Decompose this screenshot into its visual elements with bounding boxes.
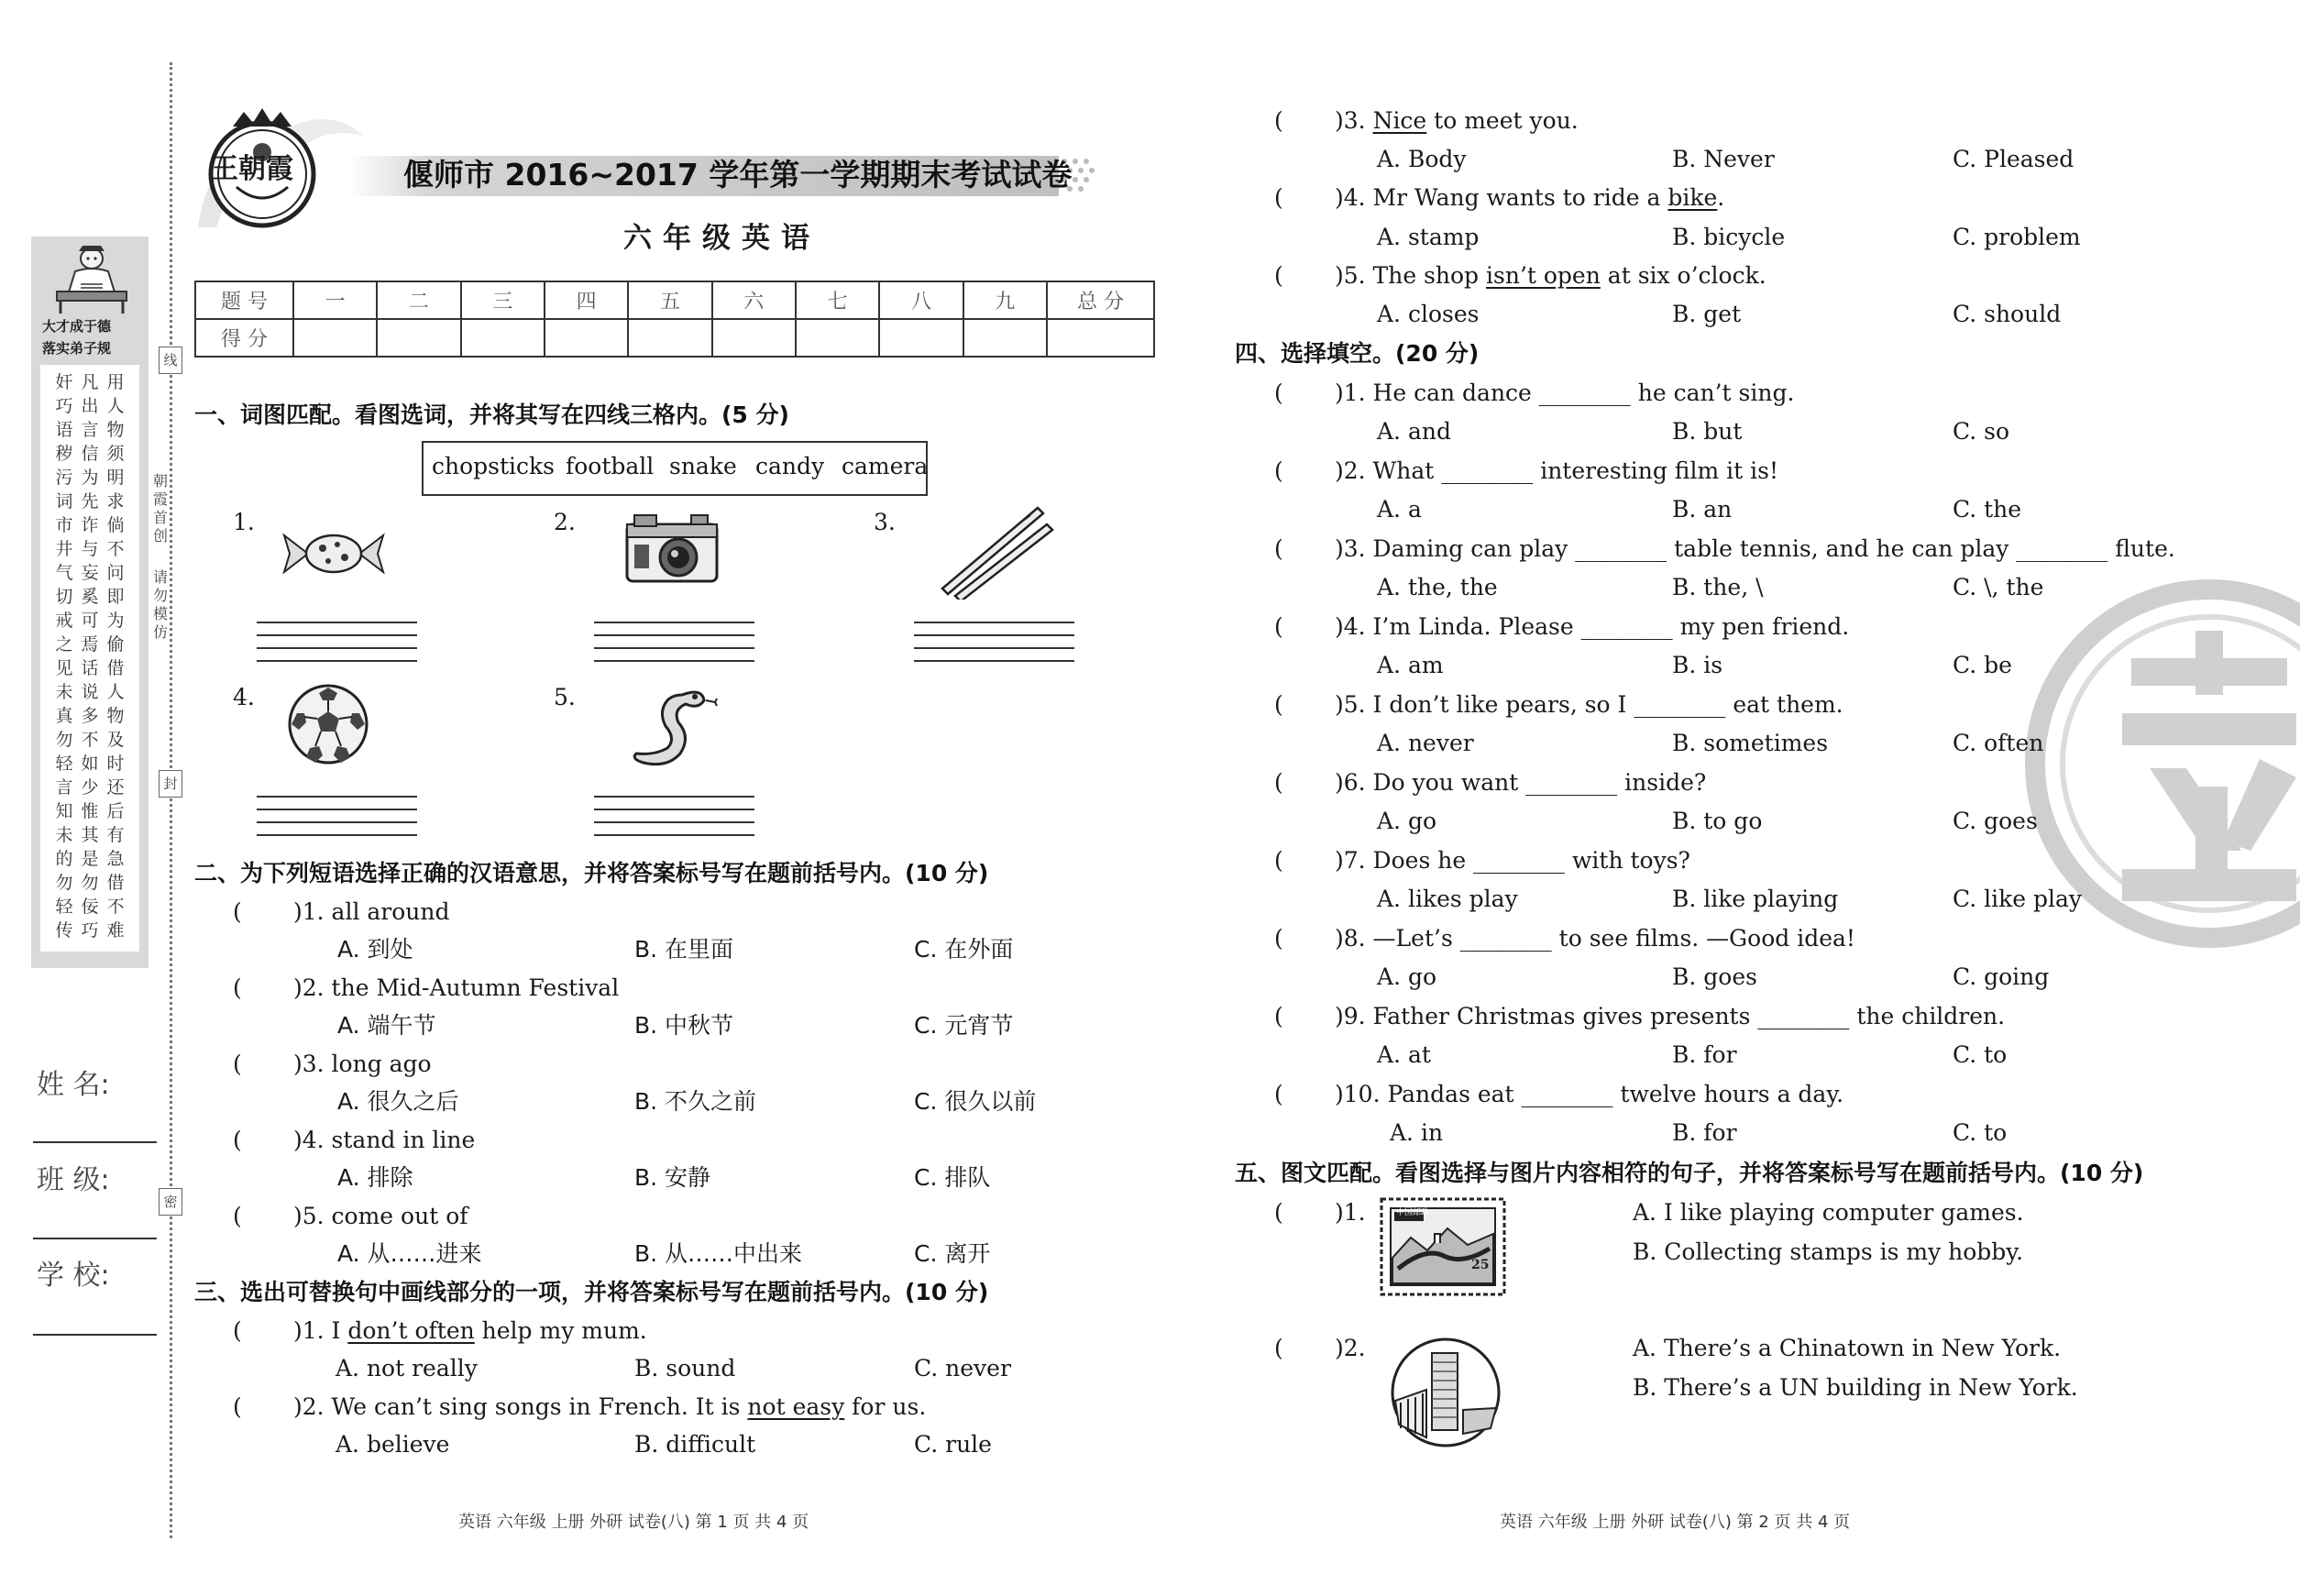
section1-heading: 一、词图匹配。看图选词，并将其写在四线三格内。(5 分)	[194, 402, 789, 428]
s2-q5-option-b: B. 从……中出来	[634, 1240, 803, 1267]
s3-q1-post: help my mum.	[474, 1317, 647, 1344]
score-input-6[interactable]	[712, 319, 796, 357]
class-line[interactable]	[33, 1238, 157, 1239]
score-input-2[interactable]	[377, 319, 460, 357]
s3-paren-4: (	[1274, 184, 1283, 211]
s4-q2-option-a: A. a	[1377, 496, 1422, 523]
write-lines-2[interactable]	[594, 622, 754, 662]
section3-heading: 三、选出可替换句中画线部分的一项，并将答案标号写在题前括号内。(10 分)	[194, 1279, 989, 1305]
s4-paren-9: (	[1274, 1003, 1283, 1029]
picture-number-5: 5.	[554, 684, 576, 710]
s2-q3-option-b: B. 不久之前	[634, 1088, 757, 1115]
s4-q2-option-b: B. an	[1672, 496, 1733, 523]
s4-paren-4: (	[1274, 613, 1283, 640]
s4-q1-option-b: B. but	[1672, 418, 1743, 445]
name-line[interactable]	[33, 1141, 157, 1143]
s4-q10-option-b: B. for	[1672, 1119, 1737, 1146]
s2-question-5: )5. come out of	[293, 1203, 468, 1229]
candy-icon	[281, 528, 387, 579]
picture-number-2: 2.	[554, 509, 576, 535]
score-input-3[interactable]	[461, 319, 545, 357]
s3-q2-pre: )2. We can’t sing songs in French. It is	[293, 1393, 748, 1420]
s4-q8-option-a: A. go	[1377, 963, 1437, 990]
s4-paren-2: (	[1274, 457, 1283, 484]
s3-q1-option-b: B. sound	[634, 1355, 736, 1381]
footer-right: 英语 六年级 上册 外研 试卷(八) 第 2 页 共 4 页	[1500, 1513, 1851, 1532]
s2-question-3: )3. long ago	[293, 1051, 432, 1077]
s3-q4-post: .	[1717, 184, 1725, 211]
word-snake: snake	[669, 453, 737, 479]
s4-paren-6: (	[1274, 769, 1283, 796]
s4-q7-option-c: C. like play	[1953, 886, 2083, 912]
picture-number-4: 4.	[233, 684, 255, 710]
s4-q6-option-b: B. to go	[1672, 808, 1763, 834]
s3-q3-pre: )3.	[1335, 107, 1373, 134]
score-cell-1: 一	[293, 281, 377, 319]
s3-paren-2: (	[233, 1393, 242, 1420]
score-input-total[interactable]	[1047, 319, 1154, 357]
s4-q1-option-a: A. and	[1377, 418, 1451, 445]
score-input-1[interactable]	[293, 319, 377, 357]
name-label: 姓 名:	[37, 1069, 110, 1101]
motto-bottom: 落实弟子规	[42, 340, 112, 357]
score-cell-8: 八	[879, 281, 963, 319]
s5-question-2-number: )2.	[1335, 1335, 1366, 1361]
s3-paren-3: (	[1274, 107, 1283, 134]
s4-q3-option-c: C. \, the	[1953, 574, 2044, 600]
score-table	[194, 281, 1155, 358]
s2-question-1: )1. all around	[293, 898, 450, 925]
write-lines-4[interactable]	[257, 796, 417, 836]
exam-title: 偃师市 2016~2017 学年第一学期期末考试试卷	[403, 157, 1073, 193]
s3-q5-post: at six o’clock.	[1600, 262, 1766, 289]
s4-question-8: )8. —Let’s ________ to see films. —Good idea!	[1335, 925, 1855, 952]
s3-paren-1: (	[233, 1317, 242, 1344]
s4-question-5: )5. I don’t like pears, so I ________ eat them.	[1335, 691, 1843, 718]
s3-q5-option-b: B. get	[1672, 301, 1742, 327]
binding-text-2: 请勿模仿	[152, 568, 168, 641]
binding-mark-secret: 密	[159, 1188, 182, 1216]
s4-question-6: )6. Do you want ________ inside?	[1335, 769, 1707, 796]
class-label: 班 级:	[37, 1164, 110, 1196]
score-cell-9: 九	[963, 281, 1047, 319]
s3-question-5	[1335, 262, 1766, 290]
football-icon	[286, 682, 370, 766]
s3-q1-option-a: A. not really	[336, 1355, 478, 1381]
score-input-9[interactable]	[963, 319, 1047, 357]
s4-q10-option-c: C. to	[1953, 1119, 2008, 1146]
picture-number-1: 1.	[233, 509, 255, 535]
s4-paren-7: (	[1274, 847, 1283, 874]
s4-q4-option-b: B. is	[1672, 652, 1723, 678]
s5-q2-option-b: B. There’s a UN building in New York.	[1633, 1374, 2078, 1401]
score-input-8[interactable]	[879, 319, 963, 357]
s2-question-4: )4. stand in line	[293, 1127, 476, 1153]
s3-q1-pre: )1. I	[293, 1317, 348, 1344]
score-cell-4: 四	[545, 281, 628, 319]
s4-q4-option-a: A. am	[1377, 652, 1444, 678]
score-cell-5: 五	[628, 281, 711, 319]
motto-column-1: 奸巧语秽污词市井气切戒之见未真勿轻言知未的勿轻传	[55, 372, 73, 941]
s5-question-1-number: )1.	[1335, 1199, 1366, 1226]
s5-q1-option-b: B. Collecting stamps is my hobby.	[1633, 1238, 2024, 1265]
section4-heading: 四、选择填空。(20 分)	[1235, 340, 1480, 367]
write-lines-5[interactable]	[594, 796, 754, 836]
s4-q7-option-a: A. likes play	[1377, 886, 1518, 912]
s3-q3-option-c: C. Pleased	[1953, 146, 2074, 172]
s2-paren-2: (	[233, 974, 242, 1001]
s4-q9-option-b: B. for	[1672, 1041, 1737, 1068]
s4-q9-option-c: C. to	[1953, 1041, 2008, 1068]
s4-q4-option-c: C. be	[1953, 652, 2012, 678]
s3-q2-option-a: A. believe	[336, 1431, 450, 1458]
score-row-label: 得 分	[195, 319, 293, 357]
s4-q2-option-c: C. the	[1953, 496, 2022, 523]
s4-question-7: )7. Does he ________ with toys?	[1335, 847, 1690, 874]
word-candy: candy	[755, 453, 825, 479]
score-cell-2: 二	[377, 281, 460, 319]
s2-paren-3: (	[233, 1051, 242, 1077]
s3-q2-option-c: C. rule	[914, 1431, 992, 1458]
s5-q2-option-a: A. There’s a Chinatown in New York.	[1633, 1335, 2062, 1361]
s3-question-4	[1335, 184, 1724, 212]
s4-q10-option-a: A. in	[1390, 1119, 1444, 1146]
exam-subtitle: 六年级英语	[623, 222, 820, 255]
word-camera: camera	[842, 453, 929, 479]
s5-q1-option-a: A. I like playing computer games.	[1633, 1199, 2024, 1226]
school-line[interactable]	[33, 1334, 157, 1336]
s4-question-4: )4. I’m Linda. Please ________ my pen friend.	[1335, 613, 1850, 640]
s4-question-2: )2. What ________ interesting film it is!	[1335, 457, 1778, 484]
s5-paren-1: (	[1274, 1199, 1283, 1226]
stamp-label: 中国邮政	[1396, 1208, 1430, 1217]
s3-q3-option-b: B. Never	[1672, 146, 1775, 172]
binding-line	[170, 62, 172, 1538]
score-table-score-row	[195, 319, 1154, 357]
s3-q3-post: to meet you.	[1426, 107, 1579, 134]
write-lines-1[interactable]	[257, 622, 417, 662]
binding-mark-seal: 封	[159, 770, 182, 798]
s4-q5-option-c: C. often	[1953, 730, 2044, 756]
scholar-figure-icon	[48, 244, 136, 317]
brand-name: 王朝霞	[211, 153, 293, 185]
score-cell-label: 题 号	[195, 281, 293, 319]
motto-column-2: 凡出言信为先诈与妄奚可焉话说多不如少惟其是勿佞巧	[81, 372, 99, 941]
s2-paren-4: (	[233, 1127, 242, 1153]
s2-q4-option-b: B. 安静	[634, 1164, 711, 1191]
s3-q4-option-c: C. problem	[1953, 224, 2081, 250]
s4-q1-option-c: C. so	[1953, 418, 2010, 445]
s2-q5-option-c: C. 离开	[914, 1240, 991, 1267]
s4-question-3: )3. Daming can play ________ table tennis, and he can play ________ flute.	[1335, 535, 2175, 562]
score-cell-3: 三	[461, 281, 545, 319]
s5-paren-2: (	[1274, 1335, 1283, 1361]
s4-q5-option-a: A. never	[1377, 730, 1474, 756]
un-building-icon	[1390, 1337, 1502, 1448]
s2-q4-option-c: C. 排队	[914, 1164, 991, 1191]
picture-number-3: 3.	[874, 509, 896, 535]
s2-q2-option-c: C. 元宵节	[914, 1012, 1014, 1039]
s4-q9-option-a: A. at	[1377, 1041, 1431, 1068]
s4-question-9: )9. Father Christmas gives presents ________ the children.	[1335, 1003, 2006, 1029]
s2-q4-option-a: A. 排除	[337, 1164, 413, 1191]
s3-q4-pre: )4. Mr Wang wants to ride a	[1335, 184, 1668, 211]
s2-q1-option-b: B. 在里面	[634, 936, 734, 963]
s2-q3-option-c: C. 很久以前	[914, 1088, 1037, 1115]
s3-q3-option-a: A. Body	[1377, 146, 1467, 172]
s3-question-3	[1335, 107, 1579, 135]
s3-q4-option-a: A. stamp	[1377, 224, 1480, 250]
s4-q8-option-c: C. going	[1953, 963, 2050, 990]
score-input-4[interactable]	[545, 319, 628, 357]
s4-paren-10: (	[1274, 1081, 1283, 1107]
score-cell-6: 六	[712, 281, 796, 319]
section2-heading: 二、为下列短语选择正确的汉语意思，并将答案标号写在题前括号内。(10 分)	[194, 860, 989, 886]
s3-q3-underlined: Nice	[1372, 107, 1427, 134]
s4-q7-option-b: B. like playing	[1672, 886, 1839, 912]
s3-q4-underlined: bike	[1667, 184, 1718, 211]
s4-paren-5: (	[1274, 691, 1283, 718]
motto-top: 大才成于德	[42, 318, 112, 335]
s3-q2-option-b: B. difficult	[634, 1431, 756, 1458]
score-table-header-row	[195, 281, 1154, 319]
s4-q8-option-b: B. goes	[1672, 963, 1757, 990]
score-input-5[interactable]	[628, 319, 711, 357]
s2-q2-option-a: A. 端午节	[337, 1012, 436, 1039]
s2-q1-option-c: C. 在外面	[914, 936, 1014, 963]
score-input-7[interactable]	[796, 319, 879, 357]
s4-question-10: )10. Pandas eat ________ twelve hours a day.	[1335, 1081, 1844, 1107]
s4-q5-option-b: B. sometimes	[1672, 730, 1829, 756]
s4-q3-option-b: B. the, \	[1672, 574, 1764, 600]
s4-q6-option-a: A. go	[1377, 808, 1437, 834]
section5-heading: 五、图文匹配。看图选择与图片内容相符的句子，并将答案标号写在题前括号内。(10 分)	[1235, 1160, 2144, 1186]
s3-q5-pre: )5. The shop	[1335, 262, 1487, 289]
s4-paren-1: (	[1274, 380, 1283, 406]
footer-left: 英语 六年级 上册 外研 试卷(八) 第 1 页 共 4 页	[458, 1513, 809, 1532]
s2-q2-option-b: B. 中秋节	[634, 1012, 734, 1039]
s3-q5-underlined: isn’t open	[1486, 262, 1601, 289]
s3-q5-option-a: A. closes	[1377, 301, 1480, 327]
s4-q6-option-c: C. goes	[1953, 808, 2038, 834]
motto-column-3: 用人物须明求倘不问即为偷借人物及时还后有急借不难	[106, 372, 125, 941]
s4-paren-3: (	[1274, 535, 1283, 562]
s3-q2-post: for us.	[844, 1393, 927, 1420]
s4-q3-option-a: A. the, the	[1377, 574, 1498, 600]
s3-question-2	[293, 1393, 926, 1421]
s3-q2-underlined: not easy	[747, 1393, 845, 1420]
s3-q5-option-c: C. should	[1953, 301, 2062, 327]
chopsticks-icon	[935, 504, 1054, 600]
score-cell-7: 七	[796, 281, 879, 319]
s3-paren-5: (	[1274, 262, 1283, 289]
s3-q1-underlined: don’t often	[347, 1317, 475, 1344]
s4-question-1: )1. He can dance ________ he can’t sing.	[1335, 380, 1795, 406]
s2-q3-option-a: A. 很久之后	[337, 1088, 459, 1115]
binding-text-1: 朝霞首创	[152, 472, 168, 545]
s3-question-1	[293, 1317, 647, 1345]
snake-icon	[627, 682, 719, 774]
score-cell-total: 总 分	[1047, 281, 1154, 319]
binding-mark-line: 线	[159, 347, 182, 374]
s2-question-2: )2. the Mid-Autumn Festival	[293, 974, 620, 1001]
write-lines-3[interactable]	[914, 622, 1074, 662]
s4-paren-8: (	[1274, 925, 1283, 952]
s2-paren-1: (	[233, 898, 242, 925]
s2-paren-5: (	[233, 1203, 242, 1229]
camera-icon	[623, 512, 721, 587]
s2-q5-option-a: A. 从……进来	[337, 1240, 482, 1267]
school-label: 学 校:	[37, 1260, 110, 1292]
word-chopsticks: chopsticks	[432, 453, 556, 479]
stamp-value: 25	[1471, 1258, 1490, 1272]
word-football: football	[566, 453, 655, 479]
s2-q1-option-a: A. 到处	[337, 936, 413, 963]
s3-q1-option-c: C. never	[914, 1355, 1011, 1381]
s3-q4-option-b: B. bicycle	[1672, 224, 1786, 250]
